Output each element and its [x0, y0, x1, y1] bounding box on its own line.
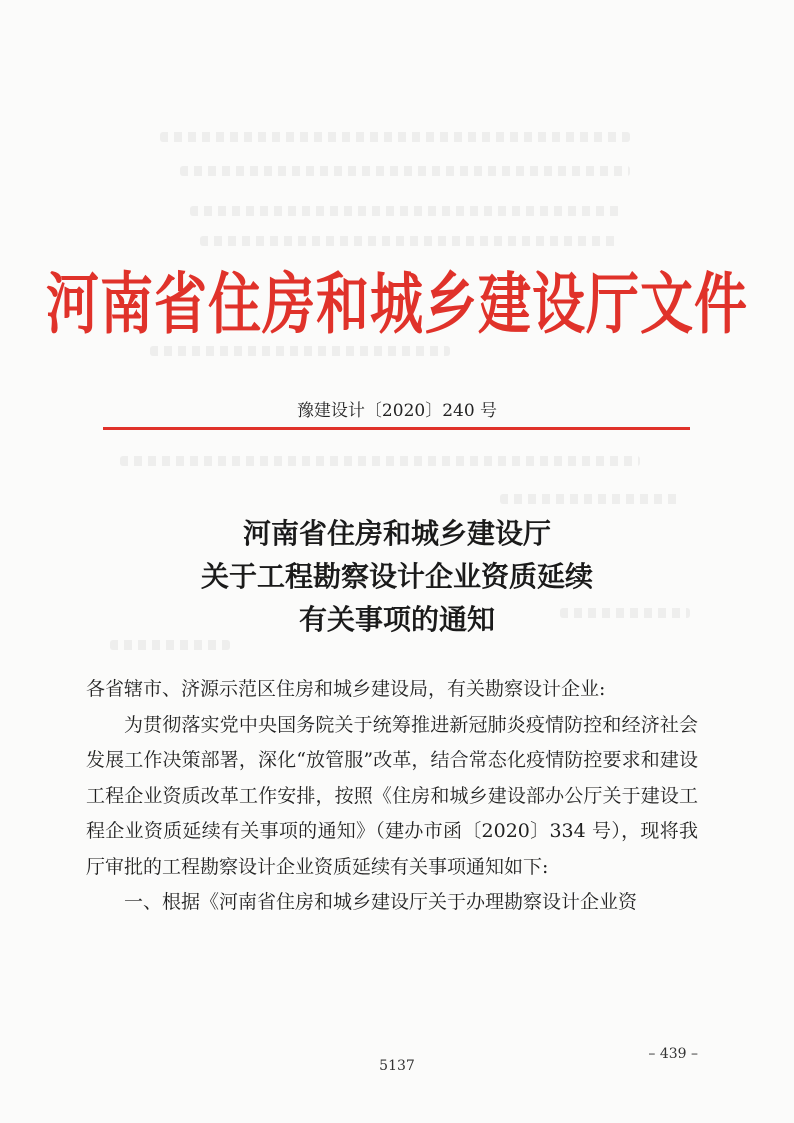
- page-number-right: – 439 –: [648, 1046, 698, 1062]
- letterhead-title: 河南省住房和城乡建设厅文件: [46, 265, 748, 344]
- bleed-through-texture: [190, 206, 620, 216]
- notice-body: [86, 672, 698, 921]
- notice-title-line-2: 关于工程勘察设计企业资质延续: [200, 560, 593, 593]
- bleed-through-texture: [160, 132, 630, 142]
- salutation: 各省辖市、济源示范区住房和城乡建设局，有关勘察设计企业:: [86, 678, 606, 700]
- page-number-center: 5137: [379, 1058, 415, 1074]
- red-separator-rule: [103, 427, 690, 430]
- bleed-through-texture: [110, 640, 230, 650]
- body-paragraph: 为贯彻落实党中央国务院关于统筹推进新冠肺炎疫情防控和经济社会发展工作决策部署，深化“放管服”改革，结合常态化疫情防控要求和建设工程企业资质改革工作安排，按照《住房和城乡建设部办公厅关于建设工程企业资质延续有关事项的通知》（建办市函〔2020〕334 号），现将我厅审批的工程勘察设计企业资质延续有关事项通知如下:: [86, 713, 698, 878]
- bleed-through-texture: [500, 494, 680, 504]
- notice-title-line-1: 河南省住房和城乡建设厅: [242, 517, 551, 550]
- body-paragraph: 一、根据《河南省住房和城乡建设厅关于办理勘察设计企业资: [124, 891, 638, 913]
- bleed-through-texture: [200, 236, 620, 246]
- notice-title-line-3: 有关事项的通知: [298, 603, 495, 636]
- bleed-through-texture: [120, 456, 640, 466]
- document-number: 豫建设计〔2020〕240 号: [296, 401, 498, 421]
- bleed-through-texture: [150, 346, 450, 356]
- bleed-through-texture: [180, 166, 630, 176]
